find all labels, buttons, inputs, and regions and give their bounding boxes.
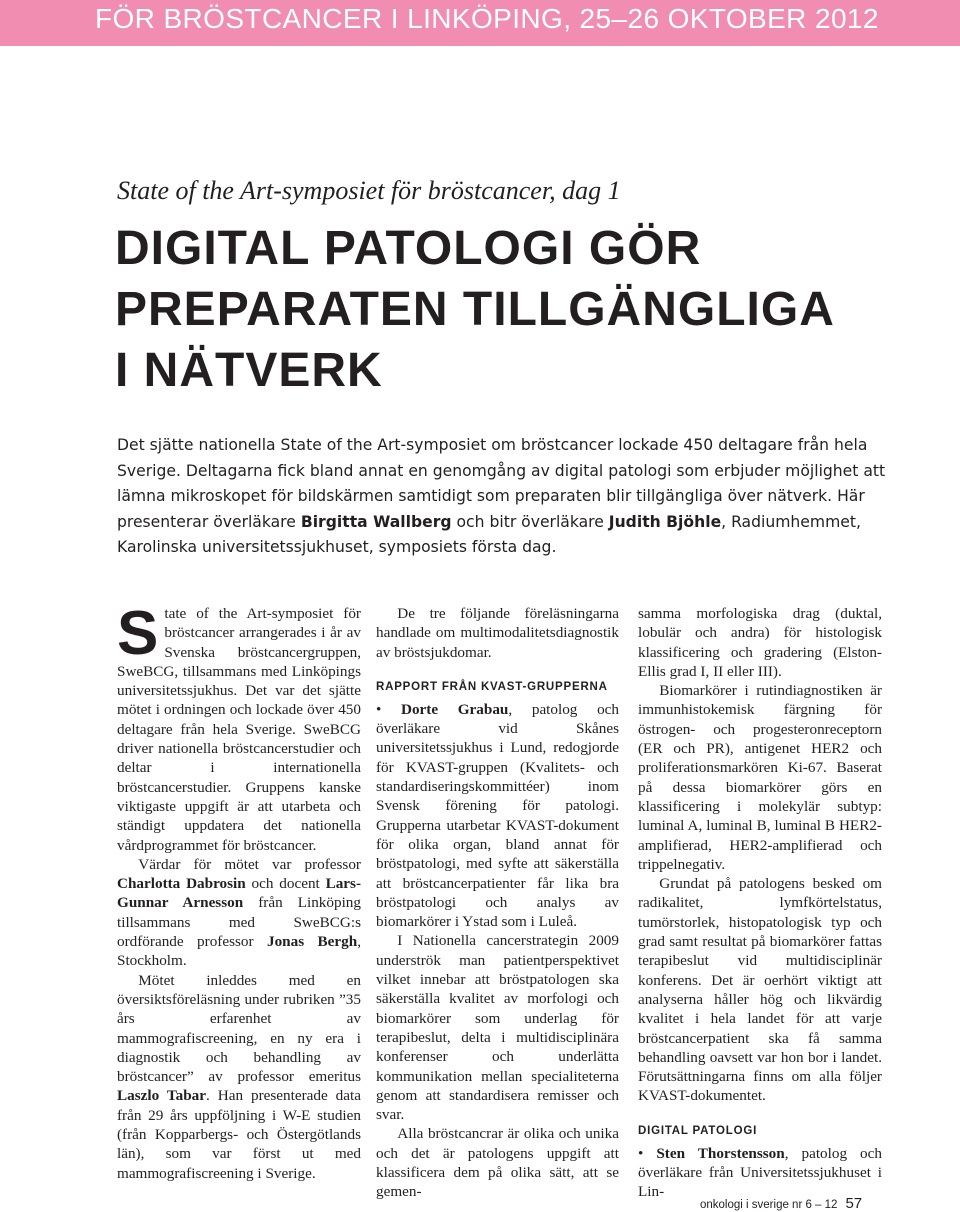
body-paragraph xyxy=(638,1144,882,1202)
drop-cap: S xyxy=(117,599,159,668)
paragraph-text: , patolog och överläkare från Universitetssjukhuset i Lin- xyxy=(638,1144,882,1201)
body-paragraph: Biomarkörer i rutindiagnostiken är immunhistokemisk färgning för östrogen- och progesteronreceptorn (ER och PR), antigenet HER2 och proliferationsmarkören Ki-67. Baserat på dessa biomarkörer görs en klassificering i molekylär subtyp: luminal A, luminal B, luminal B HER2-amplifierad, HER2-amplifierad och trippelnegativ. xyxy=(638,682,882,873)
banner-title: FÖR BRÖSTCANCER I LINKÖPING, 25–26 OKTOBER 2012 xyxy=(95,3,879,34)
bullet: • xyxy=(638,1144,657,1162)
body-paragraph: I Nationella cancerstrategin 2009 underströk man patientperspektivet vilket innebar att bröstpatologen ska säkerställa kvalitet av morfologi och biomarkörer som underlag för terapibeslut, delta i multidisciplinära konferenser och underlätta kommunikation mellan specialiteterna genom att standardisera remisser och svar. xyxy=(376,932,619,1124)
body-paragraph: Alla bröstcancrar är olika och unika och det är patologens uppgift att klassificera dem på olika sätt, att se gemen- xyxy=(376,1125,619,1201)
person-name: Jonas Bergh xyxy=(266,933,358,951)
lead-text: , Radiumhemmet, Karolinska universitetssjukhuset, symposiets första dag. xyxy=(117,512,861,556)
body-column-2 xyxy=(376,604,619,1202)
article-kicker: State of the Art-symposiet för bröstcancer, dag 1 xyxy=(117,176,621,205)
bullet: • xyxy=(376,700,401,718)
body-column-3 xyxy=(638,604,882,1202)
article-lead xyxy=(117,433,897,561)
lead-text: och bitr överläkare xyxy=(451,512,609,531)
section-subhead: DIGITAL PATOLOGI xyxy=(638,1124,758,1137)
person-name: Sten Thorstensson xyxy=(656,1144,785,1162)
paragraph-text: . Han presenterade data från 29 års uppföljning i W-E studien (från Kopparbergs- och Östergötlands län), som var först ut med mammografiscreening i Sverige. xyxy=(117,1087,361,1182)
paragraph-text: , Stockholm. xyxy=(117,933,361,970)
body-column-1 xyxy=(117,599,361,1183)
person-name: Dorte Grabau xyxy=(400,700,509,718)
body-paragraph xyxy=(117,971,361,1183)
paragraph-text: tate of the Art-symposiet för bröstcancer arrangerades i år av Svenska bröstcancergruppen, SweBCG, tillsammans med Linköpings universitetssjukhus. Det var det sjätte mötet i ordningen och lockade över 450 deltagare från hela Sverige. SweBCG driver nationella bröstcancerstudier och deltar i internationella bröstcancerstudier. Gruppens kanske viktigaste uppgift är att utarbeta och ständigt uppdatera det nationella vårdprogrammet för bröstcancer. xyxy=(117,605,361,854)
body-paragraph xyxy=(376,700,619,932)
lead-text: Det sjätte nationella State of the Art-symposiet om bröstcancer lockade 450 deltagare från hela Sverige. Deltagarna fick bland annat en genomgång av digital patologi som erbjuder möjlighet att lämna mikroskopet för bildskärmen samtidigt som preparaten blir tillgängliga över nätverk. Här presenterar överläkare xyxy=(117,436,886,531)
paragraph-text: Mötet inleddes med en översiktsföreläsning under rubriken ”35 års erfarenhet av mammografiscreening, en ny era i diagnostik och behandling av bröstcancer” av professor emeritus xyxy=(117,971,361,1086)
page-footer xyxy=(700,1195,862,1212)
article-headline xyxy=(115,218,935,401)
body-paragraph: Grundat på patologens besked om radikalitet, lymfkörtelstatus, tumörstorlek, histopatologisk typ och grad samt resultat på biomarkörer fattas terapibeslut vid multidisciplinär konferens. Det är oerhört viktigt att analyserna håller hög och likvärdig kvalitet i hela landet för att varje bröstcancerpatient ska få samma behandling oavsett var hon bor i landet. Förutsättningarna finns om alla följer KVAST-dokumentet. xyxy=(638,875,882,1105)
section-subhead: RAPPORT FRÅN KVAST-GRUPPERNA xyxy=(376,680,608,693)
headline-line-2: PREPARATEN TILLGÄNGLIGA xyxy=(115,283,835,336)
lead-name: Judith Bjöhle xyxy=(608,512,722,531)
paragraph-text: , patolog och överläkare vid Skånes universitetssjukhus i Lund, redogjorde för KVAST-gruppen (Kvalitets- och standardiseringskommittéer) inom Svensk förening för patologi. Grupperna utarbetar KVAST-dokument för olika organ, bland annat för bröstpatologi, med syfte att säkerställa att bröstcancerpatienter får lika bra bröstpatologi och analys av biomarkörer i Ystad som i Luleå. xyxy=(376,700,619,931)
paragraph-text: Värdar för mötet var professor xyxy=(138,855,361,873)
journal-name: onkologi i sverige nr 6 – 12 xyxy=(700,1199,838,1211)
person-name: Laszlo Tabar xyxy=(117,1087,206,1105)
person-name: Lars-Gunnar Arnesson xyxy=(117,875,361,912)
body-paragraph: De tre följande föreläsningarna handlade om multimodalitetsdiagnostik av bröstsjukdomar. xyxy=(376,605,619,661)
body-paragraph xyxy=(117,599,361,855)
paragraph-text: och docent xyxy=(245,875,326,893)
top-banner xyxy=(0,0,960,46)
person-name: Charlotta Dabrosin xyxy=(117,875,246,893)
headline-line-3: I NÄTVERK xyxy=(115,344,383,397)
headline-line-1: DIGITAL PATOLOGI GÖR xyxy=(115,222,702,275)
body-paragraph xyxy=(117,855,361,971)
body-paragraph: samma morfologiska drag (duktal, lobulär och andra) för histologisk klassificering och gradering (Elston-Ellis grad I, II eller III). xyxy=(638,605,882,680)
lead-name: Birgitta Wallberg xyxy=(300,512,452,531)
paragraph-text: från Linköping tillsammans med SweBCG:s ordförande professor xyxy=(117,894,361,951)
page-number: 57 xyxy=(845,1195,863,1212)
